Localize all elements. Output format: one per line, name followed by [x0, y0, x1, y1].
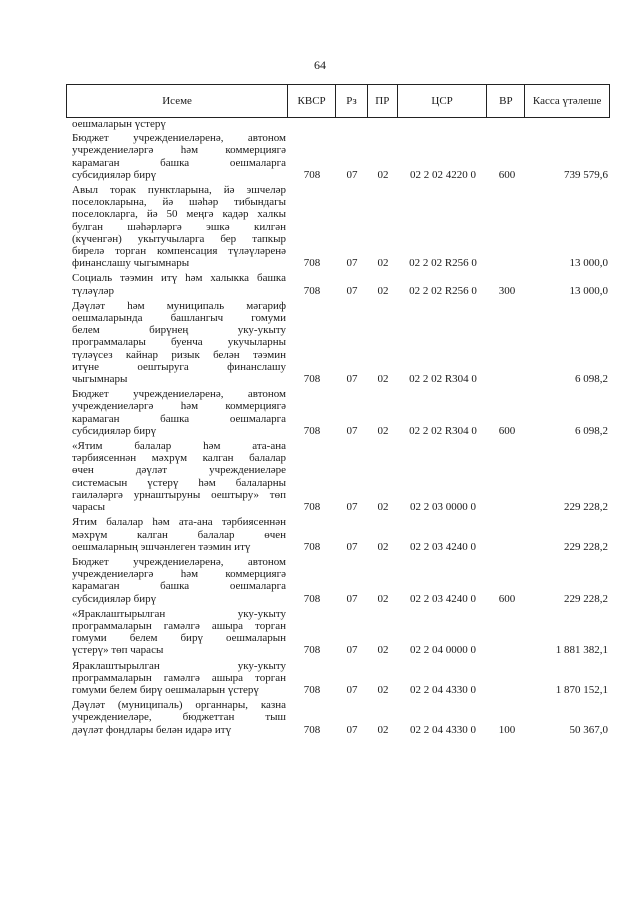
- table-header: [66, 84, 610, 118]
- row-name-line: Социаль тәэмин итү һәм халыкка башка: [72, 272, 286, 285]
- row-name-line: гомуми белем бирү оешмаларын үстерү: [72, 683, 259, 696]
- cell-kvsr: 708: [303, 501, 321, 514]
- cell-pr: 02: [377, 723, 389, 736]
- cell-rz: 07: [346, 723, 358, 736]
- cell-pr: 02: [377, 592, 389, 605]
- cell-kvsr: 708: [303, 257, 321, 270]
- cell-rz: 07: [346, 373, 358, 386]
- cell-vr: 600: [498, 424, 516, 437]
- cell-rz: 07: [346, 644, 358, 657]
- table-row: [66, 300, 610, 385]
- row-name-line: мәхрүм калган балалар өчен: [72, 528, 286, 541]
- cell-rz: 07: [346, 683, 358, 696]
- cell-pr: 02: [377, 540, 389, 553]
- cell-rz: 07: [346, 424, 358, 437]
- cell-rz: 07: [346, 168, 358, 181]
- row-name-line: дәүләт фондлары белән идарә итү: [72, 723, 232, 736]
- header-pr: ПР: [368, 85, 398, 117]
- cell-kvsr: 708: [303, 592, 321, 605]
- cell-csr: 02 2 03 4240 0: [410, 592, 476, 605]
- row-name-line: учреждениеләргә һәм коммерциягә: [72, 568, 286, 581]
- cell-kvsr: 708: [303, 168, 321, 181]
- row-name-line: «Ятим балалар һәм ата-ана: [72, 440, 286, 453]
- cell-pr: 02: [377, 644, 389, 657]
- row-name-line: учреждениеләргә һәм коммерциягә: [72, 144, 286, 157]
- row-name: [66, 699, 288, 736]
- table-row: [66, 184, 610, 269]
- cell-kassa: 50 367,0: [569, 723, 608, 736]
- row-name: [66, 660, 288, 697]
- table-row: [66, 608, 610, 657]
- cell-rz: 07: [346, 257, 358, 270]
- row-name-line: системасын үстерү һәм балаларны: [72, 476, 286, 489]
- row-name-line: финанслашу чыгымнары: [72, 257, 190, 270]
- cell-kassa: 13 000,0: [569, 257, 608, 270]
- row-name-line: субсидияләр бирү: [72, 424, 157, 437]
- row-name-line: бирелә торган компенсация түләүләренә: [72, 245, 286, 258]
- row-name-line: карамаган башка оешмаларга: [72, 580, 286, 593]
- row-name: [66, 118, 288, 130]
- header-kvsr: КВСР: [288, 85, 336, 117]
- row-name-line: Бюджет учреждениеләренә, автоном: [72, 555, 286, 568]
- cell-csr: 02 2 03 0000 0: [410, 501, 476, 514]
- cell-csr: 02 2 04 0000 0: [410, 644, 476, 657]
- cell-kassa: 229 228,2: [564, 592, 608, 605]
- cell-kassa: 739 579,6: [564, 168, 608, 181]
- cell-rz: 07: [346, 284, 358, 297]
- row-name: [66, 608, 288, 657]
- cell-pr: 02: [377, 168, 389, 181]
- cell-pr: 02: [377, 424, 389, 437]
- cell-csr: 02 2 02 R256 0: [409, 257, 477, 270]
- cell-pr: 02: [377, 683, 389, 696]
- row-name-line: карамаган башка оешмаларга: [72, 156, 286, 169]
- row-name: [66, 300, 288, 385]
- row-name-line: Бюджет учреждениеләренә, автоном: [72, 132, 286, 145]
- table-row: [66, 660, 610, 697]
- row-name-line: субсидияләр бирү: [72, 592, 157, 605]
- row-name-line: учреждениеләре, бюджеттан тыш: [72, 711, 286, 724]
- row-name-line: өчен дәүләт учреждениеләре: [72, 464, 286, 477]
- row-name-line: программалары буенча укучыларны: [72, 336, 286, 349]
- row-name: [66, 272, 288, 296]
- cell-kvsr: 708: [303, 723, 321, 736]
- row-name-line: поселокларына, йә шәһәр тибындагы: [72, 196, 286, 209]
- row-name: [66, 184, 288, 269]
- row-name-line: оешмаларның эшчәнлеген тәэмин итү: [72, 540, 251, 553]
- row-name: [66, 132, 288, 181]
- cell-pr: 02: [377, 373, 389, 386]
- cell-rz: 07: [346, 501, 358, 514]
- cell-kassa: 1 881 382,1: [555, 644, 608, 657]
- row-name: [66, 388, 288, 437]
- row-name: [66, 440, 288, 513]
- row-name-line: үстерү» төп чарасы: [72, 644, 164, 657]
- table-row: [66, 132, 610, 181]
- header-rz: Рз: [336, 85, 368, 117]
- row-name-line: Яраклаштырылган уку-укыту: [72, 659, 286, 672]
- cell-kassa: 6 098,2: [575, 424, 608, 437]
- cell-vr: 300: [498, 284, 516, 297]
- cell-pr: 02: [377, 501, 389, 514]
- row-name-line: оешмаларын үстерү: [72, 118, 166, 130]
- page-number: 64: [314, 58, 326, 72]
- table-row: [66, 556, 610, 605]
- row-name-line: учреждениеләргә һәм коммерциягә: [72, 400, 286, 413]
- row-name-line: булган шәһәрләргә эшкә килгән: [72, 220, 286, 233]
- row-name-line: Ятим балалар һәм ата-ана тәрбиясеннән: [72, 516, 286, 529]
- cell-kvsr: 708: [303, 644, 321, 657]
- cell-rz: 07: [346, 540, 358, 553]
- row-name-line: түләүләр: [72, 284, 115, 297]
- cell-kvsr: 708: [303, 683, 321, 696]
- table-row: [66, 699, 610, 736]
- table-row: [66, 118, 610, 130]
- row-name-line: чыгымнары: [72, 373, 128, 386]
- table-row: [66, 272, 610, 296]
- row-name-line: Дәүләт (муниципаль) органнары, казна: [72, 699, 286, 712]
- table-row: [66, 388, 610, 437]
- table-row: [66, 440, 610, 513]
- cell-vr: 600: [498, 168, 516, 181]
- header-csr: ЦСР: [398, 85, 488, 117]
- header-name: Исеме: [67, 85, 288, 117]
- table-body: [66, 118, 610, 739]
- cell-kvsr: 708: [303, 284, 321, 297]
- cell-kvsr: 708: [303, 540, 321, 553]
- row-name-line: (күченгән) укытучыларга бер тапкыр: [72, 232, 286, 245]
- row-name-line: Бюджет учреждениеләренә, автоном: [72, 388, 286, 401]
- row-name-line: гомуми белем бирү оешмаларын: [72, 632, 286, 645]
- cell-csr: 02 2 02 R304 0: [409, 424, 477, 437]
- row-name-line: белем бирүнең уку-укыту: [72, 324, 286, 337]
- cell-kvsr: 708: [303, 373, 321, 386]
- row-name-line: Авыл торак пунктларына, йә эшчеләр: [72, 184, 286, 197]
- cell-pr: 02: [377, 257, 389, 270]
- cell-csr: 02 2 02 R304 0: [409, 373, 477, 386]
- row-name-line: карамаган башка оешмаларга: [72, 412, 286, 425]
- cell-kassa: 1 870 152,1: [555, 683, 608, 696]
- cell-csr: 02 2 04 4330 0: [410, 723, 476, 736]
- row-name-line: түләүсез кайнар ризык белән тәэмин: [72, 348, 286, 361]
- cell-pr: 02: [377, 284, 389, 297]
- row-name-line: «Яраклаштырылган уку-укыту: [72, 607, 286, 620]
- row-name-line: оешмаларында башлангыч гомуми: [72, 312, 286, 325]
- row-name-line: программаларын гамәлгә ашыра торган: [72, 619, 286, 632]
- cell-rz: 07: [346, 592, 358, 605]
- cell-csr: 02 2 04 4330 0: [410, 683, 476, 696]
- cell-kassa: 13 000,0: [569, 284, 608, 297]
- cell-csr: 02 2 02 R256 0: [409, 284, 477, 297]
- row-name-line: чарасы: [72, 501, 106, 514]
- row-name-line: субсидияләр бирү: [72, 168, 157, 181]
- row-name: [66, 516, 288, 553]
- cell-kassa: 229 228,2: [564, 501, 608, 514]
- row-name-line: программаларын гамәлгә ашыра торган: [72, 671, 286, 684]
- row-name: [66, 556, 288, 605]
- row-name-line: тәрбиясеннән мәхрүм калган балалар: [72, 452, 286, 465]
- row-name-line: итүне оештыруга финанслашу: [72, 360, 286, 373]
- header-kassa: Касса үтәлеше: [532, 95, 602, 107]
- table-row: [66, 516, 610, 553]
- cell-vr: 100: [498, 723, 516, 736]
- row-name-line: поселокларга, йә 50 меңгә кадәр халкы: [72, 208, 286, 221]
- cell-csr: 02 2 03 4240 0: [410, 540, 476, 553]
- cell-vr: 600: [498, 592, 516, 605]
- cell-csr: 02 2 02 4220 0: [410, 168, 476, 181]
- cell-kassa: 229 228,2: [564, 540, 608, 553]
- header-vr: ВР: [487, 85, 525, 117]
- cell-kassa: 6 098,2: [575, 373, 608, 386]
- row-name-line: Дәүләт һәм муниципаль мәгариф: [72, 299, 286, 312]
- cell-kvsr: 708: [303, 424, 321, 437]
- row-name-line: гаиләләргә урнаштыруны оештыру» төп: [72, 488, 286, 501]
